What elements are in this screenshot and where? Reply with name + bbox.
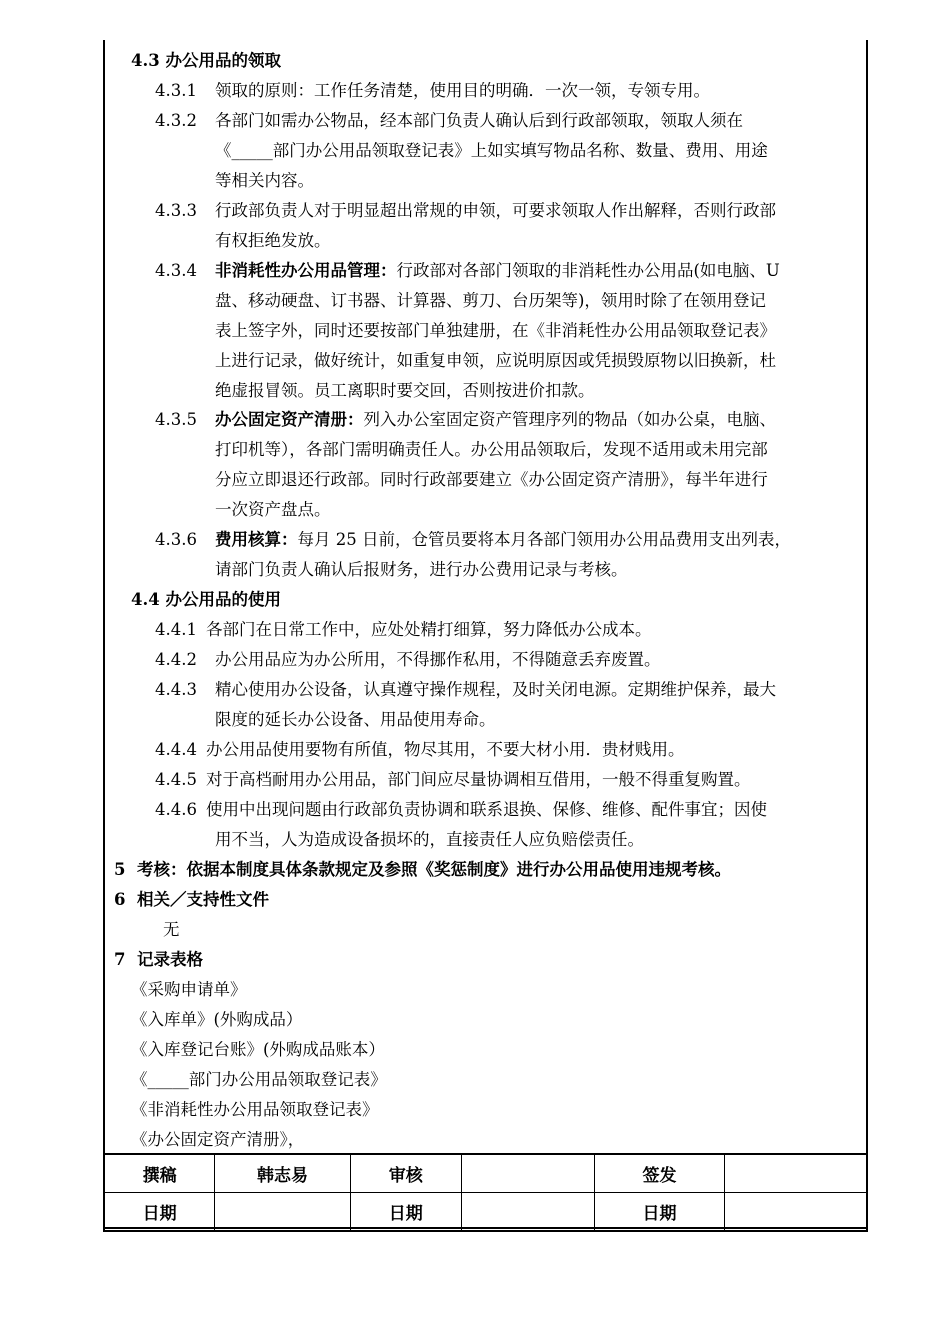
item-4-3-2-line: 等相关内容。 — [215, 171, 314, 190]
section-4-4-heading: 4.4 办公用品的使用 — [131, 590, 281, 609]
item-4-4-6-num: 4.4.6 — [155, 800, 197, 819]
review-label: 审核 — [350, 1154, 461, 1193]
item-4-3-6-line: 费用核算：每月 25 日前，仓管员要将本月各部门领用办公用品费用支出列表， — [215, 530, 791, 549]
item-4-3-4-line: 表上签字外，同时还要按部门单独建册，在《非消耗性办公用品领取登记表》 — [215, 321, 776, 340]
item-4-3-5-line: 一次资产盘点。 — [215, 500, 331, 519]
record-item: 《入库登记台账》(外购成品账本） — [131, 1040, 385, 1059]
item-4-4-1-text: 各部门在日常工作中，应处处精打细算，努力降低办公成本。 — [206, 620, 652, 639]
item-4-4-3-line: 限度的延长办公设备、用品使用寿命。 — [215, 710, 496, 729]
item-4-3-6-line: 请部门负责人确认后报财务，进行办公费用记录与考核。 — [215, 560, 628, 579]
record-item: 《入库单》(外购成品） — [131, 1010, 303, 1029]
item-4-4-6-line: 使用中出现问题由行政部负责协调和联系退换、保修、维修、配件事宜；因使 — [206, 800, 767, 819]
item-4-4-6-line: 用不当，人为造成设备损坏的，直接责任人应负赔偿责任。 — [215, 830, 644, 849]
review-name — [461, 1154, 595, 1193]
date-label: 日期 — [350, 1193, 461, 1232]
signature-table — [103, 1153, 868, 1232]
item-4-4-5-text: 对于高档耐用办公用品，部门间应尽量协调相互借用，一般不得重复购置。 — [206, 770, 751, 789]
item-4-3-5-line: 分应立即退还行政部。同时行政部要建立《办公固定资产清册》，每半年进行 — [215, 470, 768, 489]
item-4-4-5-num: 4.4.5 — [155, 770, 197, 789]
item-4-4-3-line: 精心使用办公设备，认真遵守操作规程，及时关闭电源。定期维护保养，最大 — [215, 680, 776, 699]
item-4-3-3-line: 行政部负责人对于明显超出常规的申领，可要求领取人作出解释，否则行政部 — [215, 201, 776, 220]
item-4-4-1-num: 4.4.1 — [155, 620, 197, 639]
item-4-3-4-line: 上进行记录，做好统计，如重复申领，应说明原因或凭损毁原物以旧换新，杜 — [215, 351, 776, 370]
draft-name: 韩志易 — [215, 1154, 351, 1193]
item-4-3-6-bold: 费用核算： — [215, 530, 298, 549]
item-4-3-4-line: 盘、移动硬盘、订书器、计算器、剪刀、台历架等)，领用时除了在领用登记 — [215, 291, 766, 310]
item-4-3-2-line: 各部门如需办公物品，经本部门负责人确认后到行政部领取，领取人须在 — [215, 111, 743, 130]
item-4-3-5-line: 打印机等），各部门需明确责任人。办公用品领取后，发现不适用或未用完部 — [215, 440, 768, 459]
item-4-3-1-text: 领取的原则：工作任务清楚，使用目的明确．一次一领，专领专用。 — [215, 81, 710, 100]
date-value — [461, 1193, 595, 1232]
record-item: 《采购申请单》 — [131, 980, 247, 999]
item-4-3-5-num: 4.3.5 — [155, 410, 197, 429]
section-7-heading: 7 记录表格 — [114, 950, 203, 969]
item-4-4-3-num: 4.4.3 — [155, 680, 197, 699]
item-4-3-2-line: 《_____部门办公用品领取登记表》上如实填写物品名称、数量、费用、用途 — [215, 141, 768, 160]
record-item: 《非消耗性办公用品领取登记表》 — [131, 1100, 379, 1119]
item-4-3-4-line: 非消耗性办公用品管理：行政部对各部门领取的非消耗性办公用品(如电脑、U — [215, 261, 780, 280]
item-4-3-4-line: 绝虚报冒领。员工离职时要交回，否则按进价扣款。 — [215, 381, 595, 400]
record-item: 《_____部门办公用品领取登记表》 — [131, 1070, 387, 1089]
section-5-heading: 5 考核：依据本制度具体条款规定及参照《奖惩制度》进行办公用品使用违规考核。 — [114, 860, 731, 879]
section-4-3-heading: 4.3 办公用品的领取 — [131, 51, 281, 70]
record-item: 《办公固定资产清册》， — [131, 1130, 305, 1149]
item-4-3-6-num: 4.3.6 — [155, 530, 197, 549]
issue-name — [724, 1154, 867, 1193]
item-4-4-4-text: 办公用品使用要物有所值，物尽其用，不要大材小用．贵材贱用。 — [206, 740, 685, 759]
item-4-3-1-num: 4.3.1 — [155, 81, 197, 100]
item-4-4-2-num: 4.4.2 — [155, 650, 197, 669]
item-4-4-2-text: 办公用品应为办公所用，不得挪作私用，不得随意丢弃废置。 — [215, 650, 661, 669]
date-row — [104, 1193, 867, 1232]
date-value — [215, 1193, 351, 1232]
signature-row — [104, 1154, 867, 1193]
date-value — [724, 1193, 867, 1232]
item-4-3-4-bold: 非消耗性办公用品管理： — [215, 261, 397, 280]
date-label: 日期 — [595, 1193, 725, 1232]
item-4-3-2-num: 4.3.2 — [155, 111, 197, 130]
item-4-3-4-num: 4.3.4 — [155, 261, 197, 280]
item-4-3-3-line: 有权拒绝发放。 — [215, 231, 331, 250]
issue-label: 签发 — [595, 1154, 725, 1193]
item-4-3-5-line: 办公固定资产清册：列入办公室固定资产管理序列的物品（如办公桌，电脑、 — [215, 410, 776, 429]
item-4-3-5-bold: 办公固定资产清册： — [215, 410, 364, 429]
date-label: 日期 — [104, 1193, 215, 1232]
section-6-content: 无 — [163, 920, 180, 939]
draft-label: 撰稿 — [104, 1154, 215, 1193]
section-6-heading: 6 相关／支持性文件 — [114, 890, 269, 909]
item-4-3-3-num: 4.3.3 — [155, 201, 197, 220]
item-4-4-4-num: 4.4.4 — [155, 740, 197, 759]
